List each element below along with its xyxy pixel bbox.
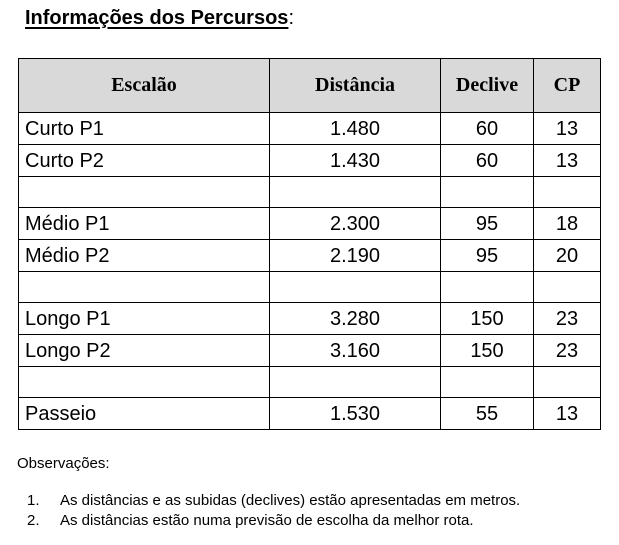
empty-cell <box>534 367 601 398</box>
list-item-number: 2. <box>27 512 40 529</box>
cell-distancia: 1.530 <box>270 398 441 430</box>
cell-cp: 13 <box>534 145 601 177</box>
cell-cp: 18 <box>534 208 601 240</box>
table-spacer-row <box>19 177 601 208</box>
cell-escalao: Curto P2 <box>19 145 270 177</box>
list-item-number: 1. <box>27 492 40 509</box>
cell-escalao: Longo P2 <box>19 335 270 367</box>
cell-escalao: Longo P1 <box>19 303 270 335</box>
empty-cell <box>270 367 441 398</box>
cell-cp: 23 <box>534 335 601 367</box>
header-distancia: Distância <box>270 59 441 113</box>
table-row <box>19 240 601 272</box>
cell-declive: 55 <box>441 398 534 430</box>
empty-cell <box>441 272 534 303</box>
header-declive: Declive <box>441 59 534 113</box>
cell-declive: 150 <box>441 335 534 367</box>
page-title-text: Informações dos Percursos <box>25 7 289 29</box>
table-row <box>19 145 601 177</box>
cell-declive: 60 <box>441 113 534 145</box>
table-spacer-row <box>19 272 601 303</box>
list-item-text: As distâncias estão numa previsão de escolha da melhor rota. <box>60 512 474 529</box>
cell-escalao: Passeio <box>19 398 270 430</box>
cell-distancia: 3.160 <box>270 335 441 367</box>
page-title-colon: : <box>288 7 294 29</box>
cell-cp: 20 <box>534 240 601 272</box>
empty-cell <box>270 177 441 208</box>
empty-cell <box>441 177 534 208</box>
empty-cell <box>534 272 601 303</box>
cell-cp: 13 <box>534 113 601 145</box>
empty-cell <box>19 367 270 398</box>
cell-cp: 13 <box>534 398 601 430</box>
list-item <box>27 492 520 512</box>
empty-cell <box>19 177 270 208</box>
cell-distancia: 1.430 <box>270 145 441 177</box>
empty-cell <box>534 177 601 208</box>
cell-distancia: 2.190 <box>270 240 441 272</box>
page-title <box>25 7 294 30</box>
cell-distancia: 2.300 <box>270 208 441 240</box>
cell-declive: 60 <box>441 145 534 177</box>
header-escalao: Escalão <box>19 59 270 113</box>
cell-distancia: 1.480 <box>270 113 441 145</box>
cell-escalao: Médio P2 <box>19 240 270 272</box>
empty-cell <box>270 272 441 303</box>
routes-table <box>18 58 601 430</box>
table-row <box>19 303 601 335</box>
empty-cell <box>19 272 270 303</box>
observations-title: Observações: <box>17 455 110 472</box>
cell-declive: 95 <box>441 208 534 240</box>
cell-declive: 150 <box>441 303 534 335</box>
table-row <box>19 113 601 145</box>
table-spacer-row <box>19 367 601 398</box>
cell-distancia: 3.280 <box>270 303 441 335</box>
list-item-text: As distâncias e as subidas (declives) estão apresentadas em metros. <box>60 492 521 509</box>
list-item <box>27 512 520 532</box>
observations-list <box>27 492 520 532</box>
table-row <box>19 335 601 367</box>
cell-cp: 23 <box>534 303 601 335</box>
table-header-row <box>19 59 601 113</box>
table-row <box>19 208 601 240</box>
cell-escalao: Curto P1 <box>19 113 270 145</box>
empty-cell <box>441 367 534 398</box>
table-row <box>19 398 601 430</box>
cell-escalao: Médio P1 <box>19 208 270 240</box>
header-cp: CP <box>534 59 601 113</box>
cell-declive: 95 <box>441 240 534 272</box>
